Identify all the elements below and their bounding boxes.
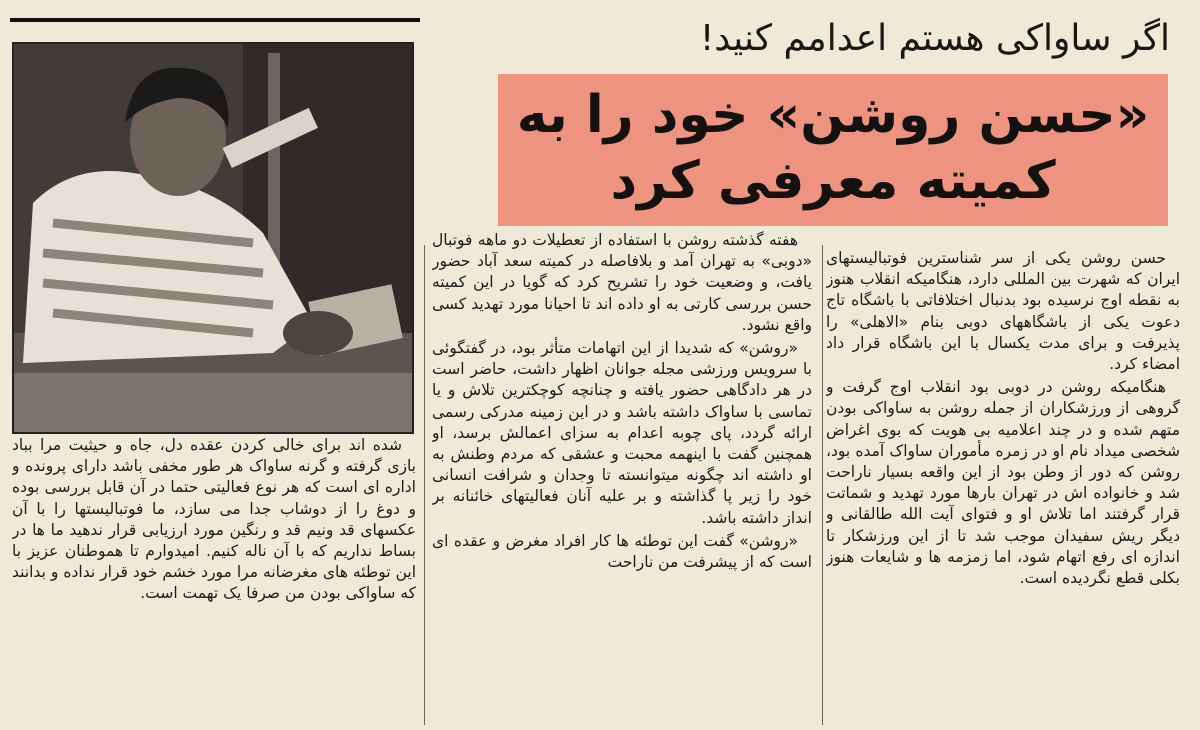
article-photo [12,42,414,434]
article-column-left [12,435,416,725]
paragraph: هنگامیکه روشن در دوبی بود انقلاب اوج گرفت و گروهی از ورزشکاران از جمله روشن به ساواکی بودن متهم شده و در چند اعلامیه بی هویت که بوی اغراض شخصی میداد نام او در زمره مأموران ساواک آمده بود، روشن که دور از وطن بود از این واقعه بسیار ناراحت شد و خانواده اش در تهران بارها مورد تهدید و شماتت قرار گرفتند اما تلاش او و فتوای آیت الله طالقانی و دیگر ریش سفیدان موجب شد تا از این ورزشکار تا اندازه ای رفع اتهام شود، اما زمزمه ها و شایعات هنوز بکلی قطع نگردیده است. [826,378,1180,588]
article-column-middle [432,230,812,728]
paragraph: حسن روشن یکی از سر شناسترین فوتبالیستهای ایران که شهرت بین المللی دارد، هنگامیکه انقلاب هنوز به نقطه اوج نرسیده بود بدنبال اختلافاتی با باشگاه تاج دعوت یکی از باشگاههای دوبی بنام «الاهلی» را پذیرفت و برای مدت یکسال با این باشگاه قرار داد امضاء کرد. [826,249,1180,374]
paragraph: «روشن» که شدیدا از این اتهامات متأثر بود، در گفتگوئی با سرویس ورزشی مجله جوانان اظهار داشت، حاضر است در هر دادگاهی حضور یافته و چنانچه کوچکترین تلاش و یا تماسی با ساواک داشته باشد و در این زمینه مدرکی رسمی ارائه گردد، پای چوبه اعدام به سزای اعمالش برسد، او همچنین گفت با اینهمه محبت و عشقی که مردم وطنش به او داشته اند چگونه میتوانسته تا وجدان و شرافت انسانی خود را زیر پا گذاشته و بر علیه آنان فعالیتهای خائنانه بر انداز داشته باشد. [432,339,812,527]
article-column-right [826,248,1180,728]
paragraph: شده اند برای خالی کردن عقده دل، جاه و حیثیت مرا بباد بازی گرفته و گرنه ساواک هر طور مخفی باشد دارای پرونده و اداره ای است که هر نوع فعالیتی حتما در آن قابل بررسی بوده و دوغ را از دوشاب جدا می سازد، ما فوتبالیستها را با آن عکسهای قد ونیم قد و رنگین مورد ارزیابی قرار ندهید ما ها در بساط نداریم که با آن ناله کنیم. امیدوارم تا هموطنان عزیز با این توطئه های مغرضانه مرا مورد خشم خود قرار نداده و بدانند که ساواکی بودن من صرفا یک تهمت است. [12,436,416,603]
column-divider [424,245,425,725]
headline-kicker: اگر ساواکی هستم اعدامم کنید! [699,18,1170,59]
top-rule [10,18,420,22]
headline-box [498,74,1168,226]
paragraph: «روشن» گفت این توطئه ها کار افراد مغرض و عقده ای است که از پیشرفت من ناراحت [432,531,812,572]
column-divider [822,245,823,725]
headline-line-2: کمیته معرفی کرد [610,151,1056,211]
headline-line-1: «حسن روشن» خود را به [516,85,1150,145]
paragraph: هفته گذشته روشن با استفاده از تعطیلات دو ماهه فوتبال «دوبی» به تهران آمد و بلافاصله در کمیته سعد آباد حضور یافت، و وضعیت خود را تشریح کرد که گویا در این کمیته حسن بررسی کارتی به او داده اند تا احیانا مورد تهدید کسی واقع نشود. [432,231,812,334]
